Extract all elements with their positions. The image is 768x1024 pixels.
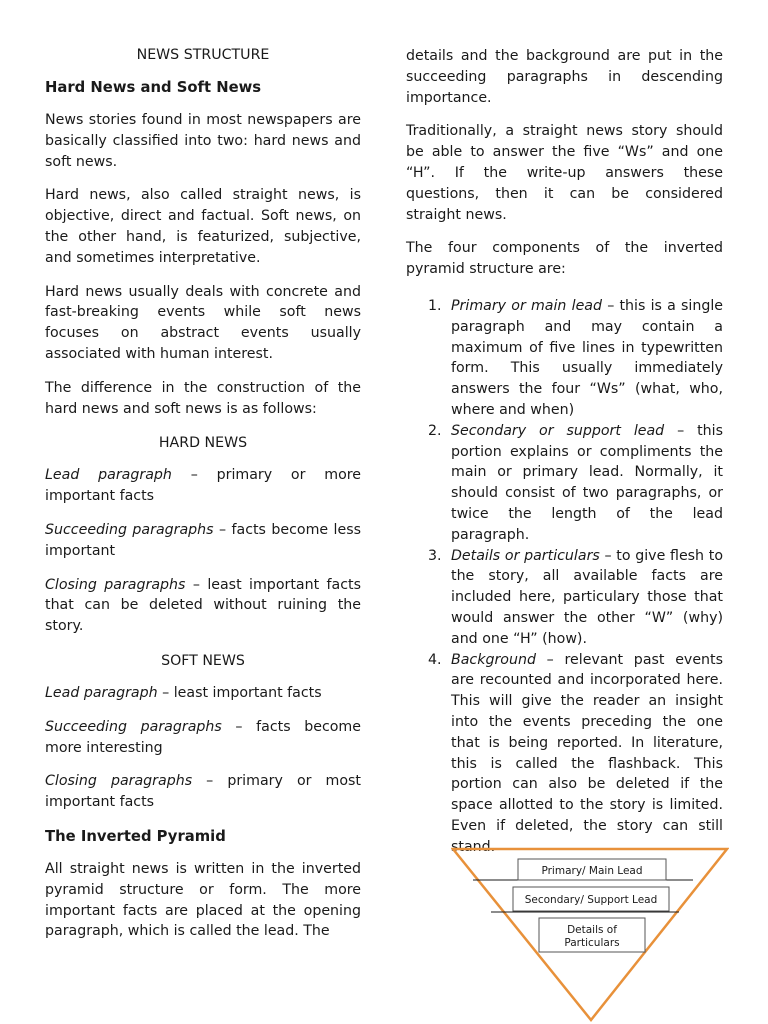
- list-number: 3.: [428, 547, 442, 564]
- section-heading-inverted-pyramid: The Inverted Pyramid: [45, 827, 226, 845]
- soft-news-heading: SOFT NEWS: [161, 652, 245, 669]
- hard-news-item: [45, 575, 361, 637]
- paragraph: details and the background are put in the succeeding paragraphs in descending importance.: [406, 48, 723, 106]
- list-item: [406, 296, 723, 421]
- item-term: Succeeding paragraphs: [45, 718, 222, 735]
- list-item: [406, 546, 723, 650]
- paragraph: All straight news is written in the inverted pyramid structure or form. The more important facts are placed at the opening paragraph, which is called the lead. The: [45, 860, 361, 940]
- item-desc: – to give flesh to the story, all available facts are included here, particulary those that would answer the other “W” (why) and one “H” (how).: [451, 547, 723, 647]
- item-term: Secondary or support lead: [451, 422, 665, 439]
- list-item: [406, 650, 723, 858]
- details-label-line1: Details of: [567, 924, 617, 936]
- paragraph: Hard news, also called straight news, is objective, direct and factual. Soft news, on the other hand, is featurized, subjective, and sometimes interpretative.: [45, 187, 361, 266]
- item-term: Succeeding paragraphs: [45, 521, 214, 538]
- details-label-line2: Particulars: [564, 937, 620, 949]
- soft-news-item: [45, 683, 361, 704]
- item-desc: – relevant past events are recounted and incorporated here. This will give the reader an insight into the events preceding the one that is being reported. In literature, this is called the flashback. This portion can also be deleted if the space allotted to the story is limited. Even if deleted, the story can still stand.: [451, 651, 723, 855]
- item-desc: – facts become more interesting: [45, 718, 361, 756]
- item-desc: – this portion explains or compliments the main or primary lead. Normally, it should consist of two paragraphs, or twice the length of the lead paragraph.: [451, 422, 723, 543]
- components-list: [406, 296, 723, 858]
- item-desc: – primary or more important facts: [45, 467, 362, 505]
- left-column: [45, 44, 361, 942]
- paragraph: Traditionally, a straight news story should be able to answer the five “Ws” and one “H”. If the write-up answers these questions, then it can be considered straight news.: [406, 123, 723, 223]
- item-term: Background: [451, 651, 536, 668]
- primary-lead-label: Primary/ Main Lead: [541, 865, 643, 877]
- item-term: Details or particulars: [451, 547, 600, 564]
- item-term: Closing paragraphs: [45, 576, 186, 593]
- soft-news-item: [45, 771, 361, 813]
- hard-news-item: [45, 465, 361, 507]
- item-term: Lead paragraph: [45, 684, 158, 701]
- secondary-lead-label: Secondary/ Support Lead: [524, 894, 658, 906]
- list-number: 1.: [428, 297, 442, 314]
- hard-news-heading: HARD NEWS: [158, 435, 248, 452]
- list-item: [406, 421, 723, 546]
- item-desc: – least important facts that can be deleted without ruining the story.: [45, 576, 361, 635]
- document-title: NEWS STRUCTURE: [136, 47, 270, 63]
- item-desc: – facts become less important: [45, 521, 361, 559]
- item-term: Lead paragraph: [45, 467, 172, 484]
- paragraph: The four components of the inverted pyramid structure are:: [406, 240, 723, 278]
- inverted-pyramid-diagram: [451, 846, 729, 1024]
- item-desc: – primary or most important facts: [45, 773, 361, 811]
- list-number: 2.: [428, 422, 442, 439]
- item-term: Primary or main lead: [451, 297, 602, 314]
- paragraph: Hard news usually deals with concrete and fast-breaking events while soft news focuses on abstract events usually associated with human interest.: [45, 283, 361, 362]
- item-term: Closing paragraphs: [45, 773, 193, 790]
- paragraph: News stories found in most newspapers are basically classified into two: hard news and soft news.: [45, 112, 361, 170]
- soft-news-item: [45, 717, 361, 759]
- item-desc: – least important facts: [157, 684, 322, 701]
- item-desc: – this is a single paragraph and may contain a maximum of five lines in typewritten form. This usually immediately answers the four “Ws” (what, who, where and when): [451, 297, 723, 418]
- section-heading-hard-soft: Hard News and Soft News: [45, 79, 262, 96]
- right-column: [406, 44, 723, 857]
- hard-news-item: [45, 520, 361, 562]
- paragraph: The difference in the construction of the hard news and soft news is as follows:: [45, 379, 361, 417]
- list-number: 4.: [428, 651, 442, 668]
